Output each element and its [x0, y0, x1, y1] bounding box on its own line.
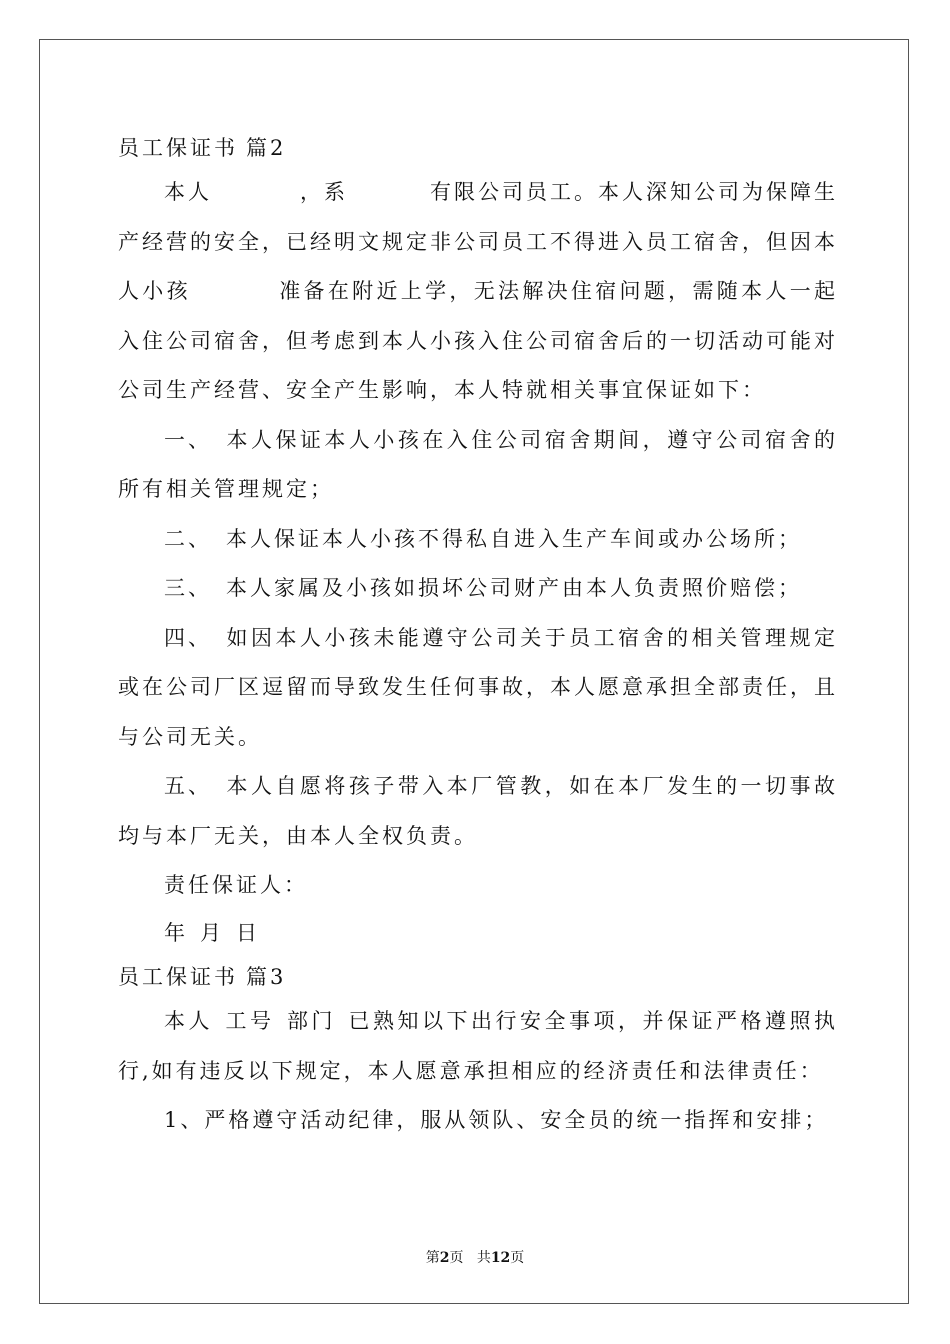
- clause-item: 三、 本人家属及小孩如损坏公司财产由本人负责照价赔偿；: [164, 576, 802, 600]
- date-line: 年 月 日: [164, 921, 260, 945]
- heading-part: 篇3: [246, 965, 287, 989]
- heading-part: 篇2: [246, 136, 287, 160]
- intro-paragraph: 本人 ，系 有限公司员工。本人深知公司为保障生产经营的安全，已经明文规定非公司员工不得进入员工宿舍，但因本人小孩 准备在附近上学，无法解决住宿问题，需随本人一起入住公司宿舍，但考虑到本人小孩入住公司宿舍后的一切活动可能对公司生产经营、安全产生影响，本人特就相关事宜保证如下：: [118, 180, 839, 402]
- section-heading: [118, 957, 838, 997]
- section-heading: [118, 128, 838, 168]
- clause-item: 一、 本人保证本人小孩在入住公司宿舍期间，遵守公司宿舍的所有相关管理规定；: [118, 427, 838, 501]
- page-number: 2: [439, 1250, 450, 1266]
- signer-line: 责任保证人：: [164, 873, 308, 897]
- document-body: [118, 128, 838, 1146]
- page-footer: 第2页 共12页: [425, 1250, 525, 1266]
- heading-title: 员工保证书: [118, 136, 238, 160]
- heading-title: 员工保证书: [118, 965, 238, 989]
- intro-paragraph: 本人 工号 部门 已熟知以下出行安全事项，并保证严格遵照执行,如有违反以下规定，本人愿意承担相应的经济责任和法律责任：: [118, 1009, 838, 1083]
- clause-item: 四、 如因本人小孩未能遵守公司关于员工宿舍的相关管理规定或在公司厂区逗留而导致发生任何事故，本人愿意承担全部责任，且与公司无关。: [118, 625, 838, 749]
- total-pages: 12: [490, 1250, 511, 1266]
- clause-item: 二、 本人保证本人小孩不得私自进入生产车间或办公场所；: [164, 526, 802, 551]
- clause-item: 1、严格遵守活动纪律，服从领队、安全员的统一指挥和安排；: [164, 1108, 829, 1132]
- clause-item: 五、 本人自愿将孩子带入本厂管教，如在本厂发生的一切事故均与本厂无关，由本人全权负责。: [118, 774, 838, 848]
